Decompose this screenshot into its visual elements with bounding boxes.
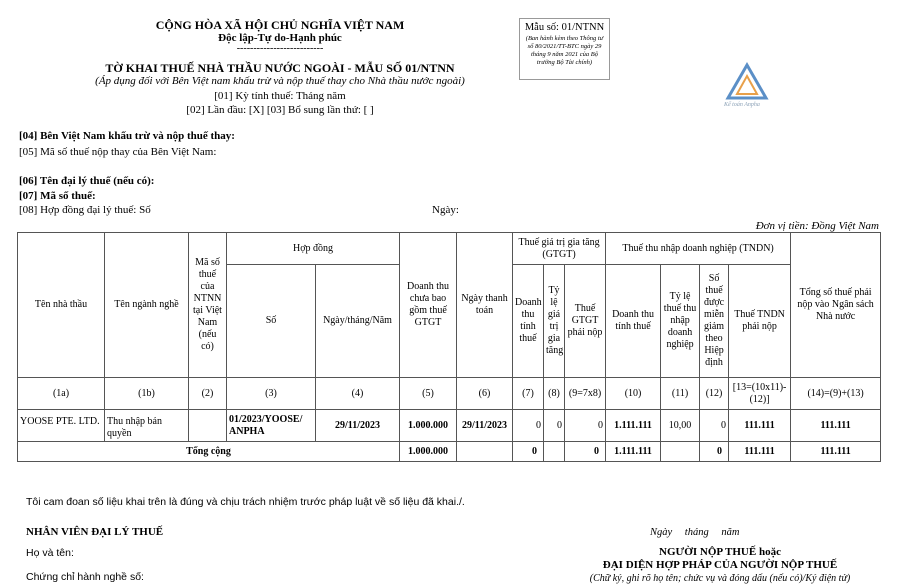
cell-contract-date: 29/11/2023: [316, 410, 400, 442]
cell-tax-code: [189, 410, 227, 442]
column-code: (14)=(9)+(13): [791, 378, 881, 410]
sign-date-year: năm: [721, 527, 740, 538]
tax-period-line: [01] Kỳ tính thuế: Tháng năm: [214, 90, 346, 102]
cell-vat-revenue: 0: [513, 410, 544, 442]
sign-date-month: tháng: [684, 527, 709, 538]
form-legal-note: (Ban hành kèm theo Thông tư số 80/2021/TT-BTC ngày 29 tháng 9 năm 2021 của Bộ trưởng Bộ Tài chính): [525, 35, 604, 66]
field-07-agent-tax-code: [07] Mã số thuế:: [19, 190, 96, 202]
column-code: (1b): [105, 378, 189, 410]
column-code: (11): [661, 378, 700, 410]
form-subtitle: (Áp dụng đối với Bên Việt nam khấu trừ và nộp thuế thay cho Nhà thầu nước ngoài): [95, 75, 465, 87]
column-code: (10): [606, 378, 661, 410]
cell-industry: Thu nhập bản quyền: [105, 410, 189, 442]
national-motto: Độc lập-Tự do-Hạnh phúc: [218, 32, 342, 44]
cell-vat-rate: 0: [544, 410, 565, 442]
currency-unit: Đơn vị tiền: Đồng Việt Nam: [755, 220, 879, 232]
column-code-row: [18, 378, 881, 410]
header-total: Tổng số thuế phải nộp vào Ngân sách Nhà nước: [791, 233, 881, 378]
field-04-vn-party: [04] Bên Việt Nam khấu trừ và nộp thuế thay:: [19, 130, 235, 142]
field-08-contract-date: Ngày:: [432, 204, 459, 216]
header-separator: --------------------------: [236, 43, 324, 54]
header-contractor-name: Tên nhà thầu: [18, 233, 105, 378]
cell-cit-exempt: 0: [700, 410, 729, 442]
anpha-logo: [724, 62, 770, 112]
payer-sign-note: (Chữ ký, ghi rõ họ tên; chức vụ và đóng dấu (nếu có)/Ký điện tử): [589, 573, 851, 584]
header-vat-revenue: Doanh thu tính thuế: [513, 265, 544, 378]
form-title: TỜ KHAI THUẾ NHÀ THẦU NƯỚC NGOÀI - MẪU SỐ 01/NTNN: [105, 61, 455, 75]
header-cit-exempt: Số thuế được miễn giảm theo Hiệp định: [700, 265, 729, 378]
payer-representative: ĐẠI DIỆN HỢP PHÁP CỦA NGƯỜI NỘP THUẾ: [602, 559, 838, 571]
column-code: (8): [544, 378, 565, 410]
header-vat-group: Thuế giá trị gia tăng (GTGT): [513, 233, 606, 265]
total-cit-rate: [661, 442, 700, 462]
total-cit-revenue: 1.111.111: [606, 442, 661, 462]
column-code: (5): [400, 378, 457, 410]
column-code: [13=(10x11)-(12)]: [729, 378, 791, 410]
header-industry: Tên ngành nghề: [105, 233, 189, 378]
total-row: [18, 442, 881, 462]
header-contract-date: Ngày/tháng/Năm: [316, 265, 400, 378]
declaration-text: Tôi cam đoan số liệu khai trên là đúng và chịu trách nhiệm trước pháp luật về số liệu đã khai./.: [26, 496, 465, 508]
column-code: (1a): [18, 378, 105, 410]
sign-date-day: Ngày: [650, 527, 673, 538]
cell-payment-date: 29/11/2023: [457, 410, 513, 442]
column-code: (4): [316, 378, 400, 410]
cell-contractor: YOOSE PTE. LTD.: [18, 410, 105, 442]
form-code: Mẫu số: 01/NTNN: [524, 22, 605, 33]
sign-date: [650, 527, 749, 538]
column-code: (9=7x8): [565, 378, 606, 410]
field-08-agent-contract: [08] Hợp đồng đại lý thuế: Số: [19, 204, 151, 216]
logo-triangle-icon: [724, 62, 770, 102]
cell-cit-revenue: 1.111.111: [606, 410, 661, 442]
logo-caption: Kế toán Anpha: [724, 102, 760, 108]
header-cit-group: Thuế thu nhập doanh nghiệp (TNDN): [606, 233, 791, 265]
header-vat-payable: Thuế GTGT phải nộp: [565, 265, 606, 378]
cell-contract-no: 01/2023/YOOSE/ ANPHA: [227, 410, 316, 442]
header-payment-date: Ngày thanh toán: [457, 233, 513, 378]
table-row: [18, 410, 881, 442]
cell-vat-payable: 0: [565, 410, 606, 442]
column-code: (3): [227, 378, 316, 410]
form-code-box: [519, 18, 610, 80]
total-cit-exempt: 0: [700, 442, 729, 462]
column-code: (2): [189, 378, 227, 410]
column-code: (7): [513, 378, 544, 410]
cell-cit-rate: 10,00: [661, 410, 700, 442]
declaration-times-line: [02] Lần đầu: [X] [03] Bổ sung lần thứ: [ ]: [186, 104, 374, 116]
cell-revenue: 1.000.000: [400, 410, 457, 442]
tax-table: [17, 232, 881, 462]
national-title: CỘNG HÒA XÃ HỘI CHỦ NGHĨA VIỆT NAM: [155, 18, 405, 32]
column-code: (12): [700, 378, 729, 410]
total-vat-payable: 0: [565, 442, 606, 462]
total-cit-payable: 111.111: [729, 442, 791, 462]
total-label: Tổng cộng: [18, 442, 400, 462]
header-cit-rate: Tỷ lệ thuế thu nhập doanh nghiệp: [661, 265, 700, 378]
payer-title: NGƯỜI NỘP THUẾ hoặc: [659, 546, 781, 558]
header-revenue: Doanh thu chưa bao gồm thuế GTGT: [400, 233, 457, 378]
field-06-agent-name: [06] Tên đại lý thuế (nếu có):: [19, 175, 155, 187]
cell-total: 111.111: [791, 410, 881, 442]
agent-cert-label: Chứng chỉ hành nghề số:: [26, 571, 144, 583]
agent-title: NHÂN VIÊN ĐẠI LÝ THUẾ: [26, 526, 164, 538]
agent-name-label: Họ và tên:: [26, 547, 74, 559]
total-vat-rate: [544, 442, 565, 462]
cell-cit-payable: 111.111: [729, 410, 791, 442]
header-tax-code: Mã số thuế của NTNN tại Việt Nam (nếu có): [189, 233, 227, 378]
total-vat-revenue: 0: [513, 442, 544, 462]
header-contract: Hợp đồng: [227, 233, 400, 265]
total-amount: 111.111: [791, 442, 881, 462]
header-vat-rate: Tỷ lệ giá trị gia tăng: [544, 265, 565, 378]
field-05-tax-code: [05] Mã số thuế nộp thay của Bên Việt Nam:: [19, 146, 217, 158]
column-code: (6): [457, 378, 513, 410]
header-contract-no: Số: [227, 265, 316, 378]
total-revenue: 1.000.000: [400, 442, 457, 462]
header-cit-payable: Thuế TNDN phải nộp: [729, 265, 791, 378]
header-cit-revenue: Doanh thu tính thuế: [606, 265, 661, 378]
total-payment-date: [457, 442, 513, 462]
